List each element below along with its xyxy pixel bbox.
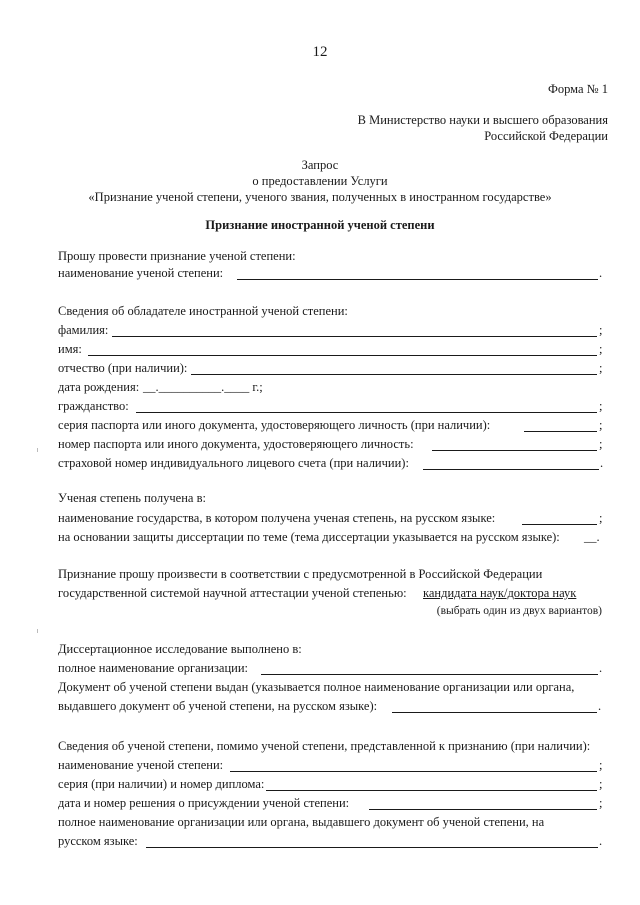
- semicolon: ;: [599, 418, 603, 432]
- form-label: Форма № 1: [548, 82, 608, 96]
- issuer-line-1: полное наименование организации или органа, выдавшего документ об ученой степени, на: [58, 815, 545, 829]
- decision-field[interactable]: [369, 809, 597, 810]
- degree-name-field[interactable]: [237, 279, 598, 280]
- semicolon: ;: [599, 361, 603, 375]
- decision-label: дата и номер решения о присуждении ученой степени:: [58, 796, 350, 810]
- country-label: наименование государства, в котором получена ученая степень, на русском языке:: [58, 511, 496, 525]
- passport-series-field[interactable]: [524, 431, 597, 432]
- citizenship-field[interactable]: [136, 412, 597, 413]
- patronymic-label: отчество (при наличии):: [58, 361, 188, 375]
- citizenship-label: гражданство:: [58, 399, 129, 413]
- passport-number-label: номер паспорта или иного документа, удостоверяющего личность:: [58, 437, 414, 451]
- end-dot: .: [599, 266, 603, 280]
- snils-label: страховой номер индивидуального лицевого счета (при наличии):: [58, 456, 409, 470]
- surname-label: фамилия:: [58, 323, 109, 337]
- request-title: Запрос: [301, 158, 339, 172]
- block3-intro: Ученая степень получена в:: [58, 491, 206, 505]
- block2-intro: Сведения об обладателе иностранной ученой степени:: [58, 304, 348, 318]
- diploma-field[interactable]: [266, 790, 597, 791]
- snils-field[interactable]: [423, 469, 599, 470]
- surname-field[interactable]: [112, 336, 597, 337]
- semicolon: ;: [599, 399, 603, 413]
- addressee-line-2: Российской Федерации: [484, 129, 608, 143]
- passport-series-label: серия паспорта или иного документа, удостоверяющего личность (при наличии):: [58, 418, 491, 432]
- end-dot: .: [599, 661, 603, 675]
- scan-mark: [37, 629, 38, 633]
- issuer-field[interactable]: [146, 847, 598, 848]
- end-dot: .: [600, 456, 604, 470]
- semicolon: ;: [599, 342, 603, 356]
- issuer-line-2: русском языке:: [58, 834, 138, 848]
- doc-issuer-field[interactable]: [392, 712, 597, 713]
- org-label: полное наименование организации:: [58, 661, 249, 675]
- semicolon: ;: [599, 437, 603, 451]
- addressee-line-1: В Министерство науки и высшего образования: [357, 113, 608, 127]
- service-name: «Признание ученой степени, ученого звания, полученных в иностранном государстве»: [88, 190, 552, 204]
- section-heading: Признание иностранной ученой степени: [205, 218, 435, 232]
- birthdate-label: дата рождения:: [58, 380, 140, 394]
- scan-mark: [37, 448, 38, 452]
- block4-line-2: государственной системой научной аттестации ученой степенью:: [58, 586, 407, 600]
- semicolon: ;: [599, 511, 603, 525]
- end-dot: .: [598, 699, 602, 713]
- request-subtitle: о предоставлении Услуги: [252, 174, 388, 188]
- doc-line-1: Документ об ученой степени выдан (указывается полное наименование организации или органа,: [58, 680, 575, 694]
- org-field[interactable]: [261, 674, 598, 675]
- thesis-label: на основании защиты диссертации по теме (тема диссертации указывается на русском языке):: [58, 530, 560, 544]
- choice-hint: (выбрать один из двух вариантов): [436, 605, 602, 617]
- degree-name-label: наименование ученой степени:: [58, 266, 224, 280]
- name-label: имя:: [58, 342, 82, 356]
- birthdate-field[interactable]: __.__________.____ г.;: [143, 380, 263, 394]
- other-degree-name-label: наименование ученой степени:: [58, 758, 224, 772]
- semicolon: ;: [599, 796, 603, 810]
- page-number: 12: [312, 44, 328, 60]
- block5-intro: Диссертационное исследование выполнено в:: [58, 642, 302, 656]
- thesis-field[interactable]: __.: [584, 530, 600, 544]
- block4-line-1: Признание прошу произвести в соответствии с предусмотренной в Российской Федерации: [58, 567, 543, 581]
- semicolon: ;: [599, 777, 603, 791]
- name-field[interactable]: [88, 355, 597, 356]
- other-degree-name-field[interactable]: [230, 771, 597, 772]
- end-dot: .: [599, 834, 603, 848]
- semicolon: ;: [599, 758, 603, 772]
- diploma-label: серия (при наличии) и номер диплома:: [58, 777, 265, 791]
- block6-intro: Сведения об ученой степени, помимо ученой степени, представленной к признанию (при наличии):: [58, 739, 591, 753]
- block1-intro: Прошу провести признание ученой степени:: [58, 249, 296, 263]
- semicolon: ;: [599, 323, 603, 337]
- patronymic-field[interactable]: [191, 374, 597, 375]
- country-field[interactable]: [522, 524, 597, 525]
- doc-line-2: выдавшего документ об ученой степени, на русском языке):: [58, 699, 378, 713]
- degree-choice[interactable]: кандидата наук/доктора наук: [423, 586, 577, 600]
- passport-number-field[interactable]: [432, 450, 597, 451]
